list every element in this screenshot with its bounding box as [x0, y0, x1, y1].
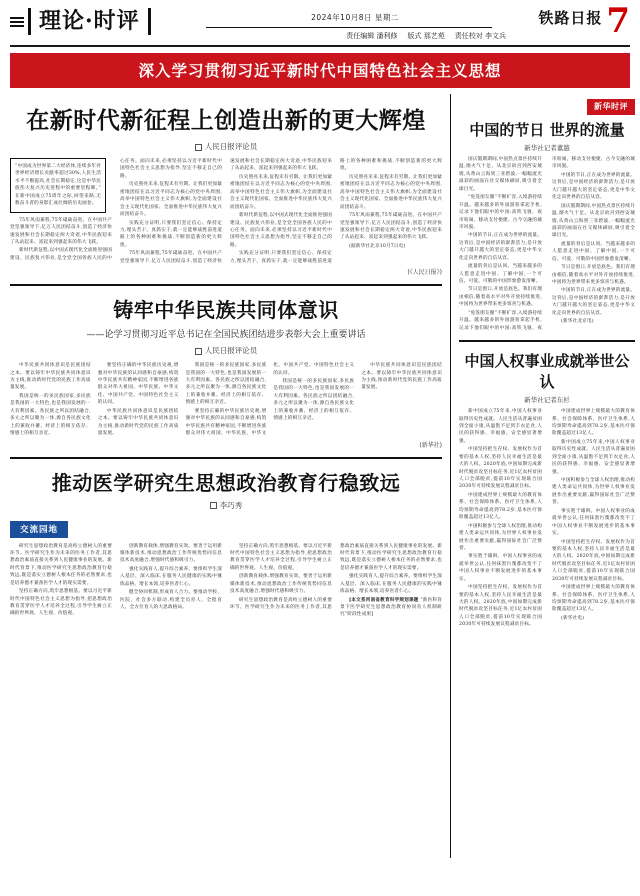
- paragraph: “免签朋友圈”不断扩容,入境游持续升温。越来越多的外国游客拿起手机,记录下他们眼中的中国:高铁飞驰、夜市喧闹、移动支付便捷、古今交融的城市风貌。: [459, 157, 635, 331]
- left-column: [10, 94, 451, 858]
- paragraph: 中国的节日,正在成为世界的流量。这背后,是中国经济的澎湃活力,是开放大门越开越大的坚定姿态,更是中华文化走向世界的自信从容。: [552, 172, 635, 201]
- issue-date: 2024年10月8日 星期二: [311, 13, 399, 22]
- paragraph: 历史照亮未来,征程未有穷期。让我们更加紧密地团结在以习近平同志为核心的党中央周围,高举中国特色社会主义伟大旗帜,为全面建设社会主义现代化国家、全面推进中华民族伟大复兴而团结奋斗。: [340, 174, 442, 210]
- article-third-byline: [10, 500, 442, 511]
- article-third-footnote-bold: [340, 597, 442, 619]
- divider: [10, 284, 442, 286]
- credit-proofreader: 责任校对 李文兵: [454, 32, 506, 40]
- paragraph: “免签朋友圈”不断扩容,入境游持续升温。越来越多的外国游客拿起手机,记录下他们眼中的中国:高铁飞驰、夜市喧闹、移动支付便捷、古今交融的城市风貌。: [459, 195, 542, 230]
- paragraph: 强化实践育人,提升综合素养。要组织学生深入基层、深入临床,在服务人民健康的实践中锤炼品格、增长本领,培养医者仁心。: [120, 566, 222, 587]
- masthead-credits: [200, 31, 510, 41]
- byline-text: 李巧秀: [219, 500, 243, 510]
- article-second-byline: [10, 345, 442, 356]
- right-article-2-body: [459, 408, 635, 629]
- paragraph: 中华民族共同体意识是民族团结之本。要以铸牢中华民族共同体意识为主线,推动新时代党的民族工作高质量发展。: [361, 363, 442, 391]
- article-lead-source2: (《人民日报》): [407, 269, 442, 277]
- paragraph: 我国是统一的多民族国家,多民族是我国的一大特色,也是我国发展的一大有利因素。各民族之所以团结融合,多元之所以聚为一体,源自各民族文化上的兼收并蓄、经济上的相互依存、情感上的相互亲近。: [10, 393, 91, 437]
- paragraph: 中国的节日,正在成为世界的流量。这背后,是中国经济的澎湃活力,是开放大门越开越大的坚定姿态,更是中华文化走向世界的自信从容。: [459, 233, 542, 261]
- article-lead: [10, 102, 442, 276]
- paragraph: 中华民族共同体意识是民族团结之本。要以铸牢中华民族共同体意识为主线,推动新时代党的民族工作高质量发展。: [97, 408, 179, 437]
- article-lead-quote-box: [10, 158, 106, 213]
- credit-editor: 责任编辑 潘利修: [346, 32, 398, 40]
- paragraph: 要坚持正确的中华民族历史观,增强对中华民族的认同感和自豪感,构筑中华民族共有精神家园,不断增进各族群众对伟大祖国、中华民族、中华文化、中国共产党、中国特色社会主义的认同。: [97, 363, 179, 406]
- paragraph: 节日是窗口,开放是底色。我们有理由相信,随着高水平对外开放持续推进,中国将为世界带来更多惊喜与机遇。: [552, 265, 635, 285]
- paragraph: 历史照亮未来,征程未有穷期。让我们更加紧密地团结在以习近平同志为核心的党中央周围,高举中国特色社会主义伟大旗帜,为全面建设社会主义现代化国家、全面推进中华民族伟大复兴而团结奋斗。: [120, 182, 222, 218]
- paragraph: 新时代新征程,以中国式现代化全面推进强国建设、民族复兴伟业,是全党全国各族人民的中心任务。面向未来,必须坚持以习近平新时代中国特色社会主义思想为指导,坚定不移走自己的路。: [230, 213, 332, 248]
- paragraph: 实践充分证明,只要我们坚定信心、保持定力,埋头苦干、真抓实干,就一定能够战胜前进道路上的各种困难和挑战,不断创造新的更大辉煌。: [120, 220, 222, 248]
- paragraph: 75年风雨兼程,75年砥砺奋进。在中国共产党坚强领导下,亿万人民团结奋斗,创造了经济快速发展和社会长期稳定两大奇迹,中华民族迎来了从站起来、富起来到强起来的伟大飞跃。: [10, 217, 112, 245]
- right-article-2-source: (新华社电): [561, 615, 585, 621]
- paragraph: 新中国成立75年来,中国人权事业取得历史性成就。人民生活从普遍贫困到全面小康,从温饱不足到丰衣足食,人民的获得感、幸福感、安全感显著增强。: [459, 409, 542, 444]
- paragraph: 中国坚持把生存权、发展权作为首要的基本人权,坚持人民幸福生活是最大的人权。2020年底,中国如期完成新时代脱贫攻坚目标任务,近1亿农村贫困人口全部脱贫,提前10年实现联合国2030年可持续发展议程减贫目标。: [552, 539, 635, 582]
- paragraph: 我国是统一的多民族国家,多民族是我国的一大特色,也是我国发展的一大有利因素。各民族之所以团结融合,多元之所以聚为一体,源自各民族文化上的兼收并蓄、经济上的相互依存、情感上的相互亲近。: [273, 379, 355, 422]
- page-number: 7: [606, 1, 630, 41]
- paragraph: 流量的背后是认同。当越来越多的人愿意走进中国、了解中国,一个可信、可爱、可敬的中国形象愈发清晰。: [552, 241, 635, 262]
- paragraph: 事实胜于雄辩。中国人权事业的成就举世公认,任何抹黑污蔑都改变不了中国人权事业不断发展进步的基本事实。: [552, 508, 635, 537]
- right-article-1-byline: [459, 143, 635, 152]
- right-article-2-byline: [459, 395, 635, 404]
- paragraph: 坚持正确方向,筑牢思想根基。要以习近平新时代中国特色社会主义思想为指导,把思想政治教育贯穿医学人才培养全过程,引导学生树立正确的世界观、人生观、价值观。: [10, 589, 112, 617]
- paragraph: 新中国成立75年来,中国人权事业取得历史性成就。人民生活从普遍贫困到全面小康,从温饱不足到丰衣足食,人民的获得感、幸福感、安全感显著增强。: [552, 439, 635, 475]
- paragraph: 75年风雨兼程,75年砥砺奋进。在中国共产党坚强领导下,亿万人民团结奋斗,创造了经济快速发展和社会长期稳定两大奇迹,中华民族迎来了从站起来、富起来到强起来的伟大飞跃。: [340, 213, 442, 241]
- section-tag-wrap: [459, 94, 635, 115]
- paragraph: 创新教育载体,增强教育实效。要善于运用新媒体新技术,推动思想政治工作传统优势同信息技术高度融合,增强时代感和吸引力。: [120, 543, 222, 564]
- paper-nameplate: 铁路日报: [538, 9, 603, 27]
- paragraph: 中国建成世界上规模最大的教育体系、社会保障体系、医疗卫生体系,人均预期寿命提高到78.2岁,基本医疗保险覆盖超过13亿人。: [552, 585, 635, 613]
- right-article-1-body: [459, 156, 635, 332]
- byline-text: 人民日报评论员: [204, 346, 258, 356]
- paragraph: 中国积极参与全球人权治理,推动构建人类命运共同体,为世界人权事业发展作出重要贡献,赢得国际社会广泛赞誉。: [552, 478, 635, 506]
- paragraph: 75年风雨兼程,75年砥砺奋进。在中国共产党坚强领导下,亿万人民团结奋斗,创造了经济快速发展和社会长期稳定两大奇迹,中华民族迎来了从站起来、富起来到强起来的伟大飞跃。: [120, 159, 332, 264]
- paragraph: 研究生思想政治教育是高校立德树人的重要环节。医学研究生作为未来的医务工作者,其思想政治素质直接关系到人民健康事业的发展。新时代背景下,推动医学研究生思想政治教育行稳致远,既是落实立德树人根本任务的必然要求,也是培养德才兼备医学人才的现实需要。: [10, 543, 112, 586]
- article-third-body: [10, 543, 442, 619]
- right-article-1-headline: 中国的节日 世界的流量: [469, 121, 625, 139]
- right-article-2: [459, 350, 635, 629]
- rule-bars-icon: [10, 17, 24, 27]
- article-second: [10, 294, 442, 448]
- article-lead-source: (据新华社北京10月7日电): [349, 243, 406, 249]
- paragraph: 强化实践育人,提升综合素养。要组织学生深入基层、深入临床,在服务人民健康的实践中锤炼品格、增长本领,培养医者仁心。: [340, 574, 442, 595]
- footnote-text: “新医科背景下医学研究生思想政治教育协同育人机制研究”阶段性成果]: [340, 597, 442, 618]
- divider: [10, 457, 442, 459]
- byline-text: 新华社记者东杉: [524, 396, 570, 405]
- footnote-bold-text: [本文系河南省教育科学规划课题: [349, 597, 419, 603]
- article-lead-byline: [10, 141, 442, 152]
- article-lead-headline: 在新时代新征程上创造出新的更大辉煌: [26, 107, 426, 134]
- paragraph: 中国的节日,正在成为世界的流量。这背后,是中国经济的澎湃活力,是开放大门越开越大的坚定姿态,更是中华文化走向世界的自信从容。: [552, 288, 635, 316]
- article-lead-quote: “中国成为世界第二大经济体,连续多年对世界经济增长贡献率超过30%,人民生活水平不断提高,社会长期稳定,这是中华民族伟大复兴历史进程中的重要里程碑。”在新中国成立75周年之际,回望来路,无数奋斗者的身影汇成壮阔的历史画卷。: [15, 164, 101, 207]
- paragraph: 中国建成世界上规模最大的教育体系、社会保障体系、医疗卫生体系,人均预期寿命提高到78.2岁,基本医疗保险覆盖超过13亿人。: [459, 492, 542, 521]
- right-article-1: [459, 119, 635, 332]
- section-title: 理论·时评: [28, 8, 151, 35]
- right-article-2-headline: 中国人权事业成就举世公认: [464, 352, 630, 392]
- masthead: [10, 0, 630, 47]
- paragraph: 中国坚持把生存权、发展权作为首要的基本人权,坚持人民幸福生活是最大的人权。2020年底,中国如期完成新时代脱贫攻坚目标任务,近1亿农村贫困人口全部脱贫,提前10年实现联合国2030年可持续发展议程减贫目标。: [459, 447, 542, 490]
- article-third-headline: 推动医学研究生思想政治教育行稳致远: [51, 470, 401, 495]
- paragraph: 流量的背后是认同。当越来越多的人愿意走进中国、了解中国,一个可信、可爱、可敬的中国形象愈发清晰。: [459, 264, 542, 284]
- paragraph: 健全协同机制,形成育人合力。要推动学校、医院、社会多方联动,构建全员育人、全程育人、全方位育人的大思政格局。: [120, 590, 222, 610]
- paragraph: 中国建成世界上规模最大的教育体系、社会保障体系、医疗卫生体系,人均预期寿命提高到78.2岁,基本医疗保险覆盖超过13亿人。: [552, 409, 635, 437]
- paragraph: 中华民族共同体意识是民族团结之本。要以铸牢中华民族共同体意识为主线,推动新时代党的民族工作高质量发展。: [10, 363, 91, 391]
- article-second-headline: 铸牢中华民族共同体意识: [113, 298, 339, 323]
- paragraph: 事实胜于雄辩。中国人权事业的成就举世公认,任何抹黑污蔑都改变不了中国人权事业不断发展进步的基本事实。: [459, 554, 542, 582]
- byline-text: 新华社记者董越: [524, 144, 570, 152]
- column-tag-exchange: 交流园地: [10, 521, 68, 538]
- paragraph: 新时代新征程,以中国式现代化全面推进强国建设、民族复兴伟业,是全党全国各族人民的中心任务。面向未来,必须坚持以习近平新时代中国特色社会主义思想为指导,坚定不移走自己的路。: [10, 159, 222, 261]
- masthead-left: [10, 8, 200, 35]
- paragraph: 要坚持正确的中华民族历史观,增强对中华民族的认同感和自豪感,构筑中华民族共有精神家园,不断增进各族群众对伟大祖国、中华民族、中华文化、中国共产党、中国特色社会主义的认同。: [185, 363, 355, 437]
- red-banner: 深入学习贯彻习近平新时代中国特色社会主义思想: [10, 53, 630, 88]
- paragraph: 我国是统一的多民族国家,多民族是我国的一大特色,也是我国发展的一大有利因素。各民族之所以团结融合,多元之所以聚为一体,源自各民族文化上的兼收并蓄、经济上的相互依存、情感上的相互亲近。: [185, 363, 267, 406]
- masthead-middle: [200, 8, 510, 41]
- paragraph: 创新教育载体,增强教育实效。要善于运用新媒体新技术,推动思想政治工作传统优势同信息技术高度融合,增强时代感和吸引力。: [230, 574, 332, 595]
- section-tag-xinhua-commentary: 新华时评: [587, 99, 635, 115]
- article-second-body: [10, 362, 442, 437]
- paragraph: 实践充分证明,只要我们坚定信心、保持定力,埋头苦干、真抓实干,就一定能够战胜前进道路上的各种困难和挑战,不断创造新的更大辉煌。: [230, 159, 442, 264]
- paragraph: 节日是窗口,开放是底色。我们有理由相信,随着高水平对外开放持续推进,中国将为世界带来更多惊喜与机遇。: [459, 287, 542, 308]
- article-second-source: (新华社): [419, 441, 442, 449]
- column-tag-wrap: [10, 517, 442, 538]
- divider: [459, 340, 635, 342]
- article-third: [10, 467, 442, 619]
- masthead-divider: [206, 27, 492, 28]
- paragraph: 坚持正确方向,筑牢思想根基。要以习近平新时代中国特色社会主义思想为指导,把思想政治教育贯穿医学人才培养全过程,引导学生树立正确的世界观、人生观、价值观。: [230, 543, 332, 571]
- content-grid: [10, 94, 635, 858]
- paragraph: 历史照亮未来,征程未有穷期。让我们更加紧密地团结在以习近平同志为核心的党中央周围,高举中国特色社会主义伟大旗帜,为全面建设社会主义现代化国家、全面推进中华民族伟大复兴而团结奋斗。: [230, 174, 332, 210]
- article-lead-body: [10, 158, 442, 265]
- article-second-subhead: ——论学习贯彻习近平总书记在全国民族团结进步表彰大会上重要讲话: [86, 330, 366, 341]
- paragraph: 中国积极参与全球人权治理,推动构建人类命运共同体,为世界人权事业发展作出重要贡献,赢得国际社会广泛赞誉。: [459, 523, 542, 551]
- byline-text: 人民日报评论员: [204, 142, 258, 151]
- right-column: [451, 94, 635, 858]
- paragraph: 中国坚持把生存权、发展权作为首要的基本人权,坚持人民幸福生活是最大的人权。2020年底,中国如期完成新时代脱贫攻坚目标任务,近1亿农村贫困人口全部脱贫,提前10年实现联合国2030年可持续发展议程减贫目标。: [459, 585, 542, 628]
- credit-layout: 版式 那艺苑: [407, 32, 445, 40]
- right-article-1-source: (新华社北京电): [561, 319, 594, 325]
- paragraph: 国庆假期期间,中国热点景区持续升温,烟火气十足。从北京故宫到西安城墙,从黄山云海到三亚碧波,一幅幅流光溢彩的画面在社交媒体刷屏,吸引着全球目光。: [459, 157, 542, 192]
- paragraph: 研究生思想政治教育是高校立德树人的重要环节。医学研究生作为未来的医务工作者,其思想政治素质直接关系到人民健康事业的发展。新时代背景下,推动医学研究生思想政治教育行稳致远,既是落实立德树人根本任务的必然要求,也是培养德才兼备医学人才的现实需要。: [230, 543, 442, 610]
- masthead-right: [510, 1, 630, 41]
- paragraph: 国庆假期期间,中国热点景区持续升温,烟火气十足。从北京故宫到西安城墙,从黄山云海到三亚碧波,一幅幅流光溢彩的画面在社交媒体刷屏,吸引着全球目光。: [552, 203, 635, 239]
